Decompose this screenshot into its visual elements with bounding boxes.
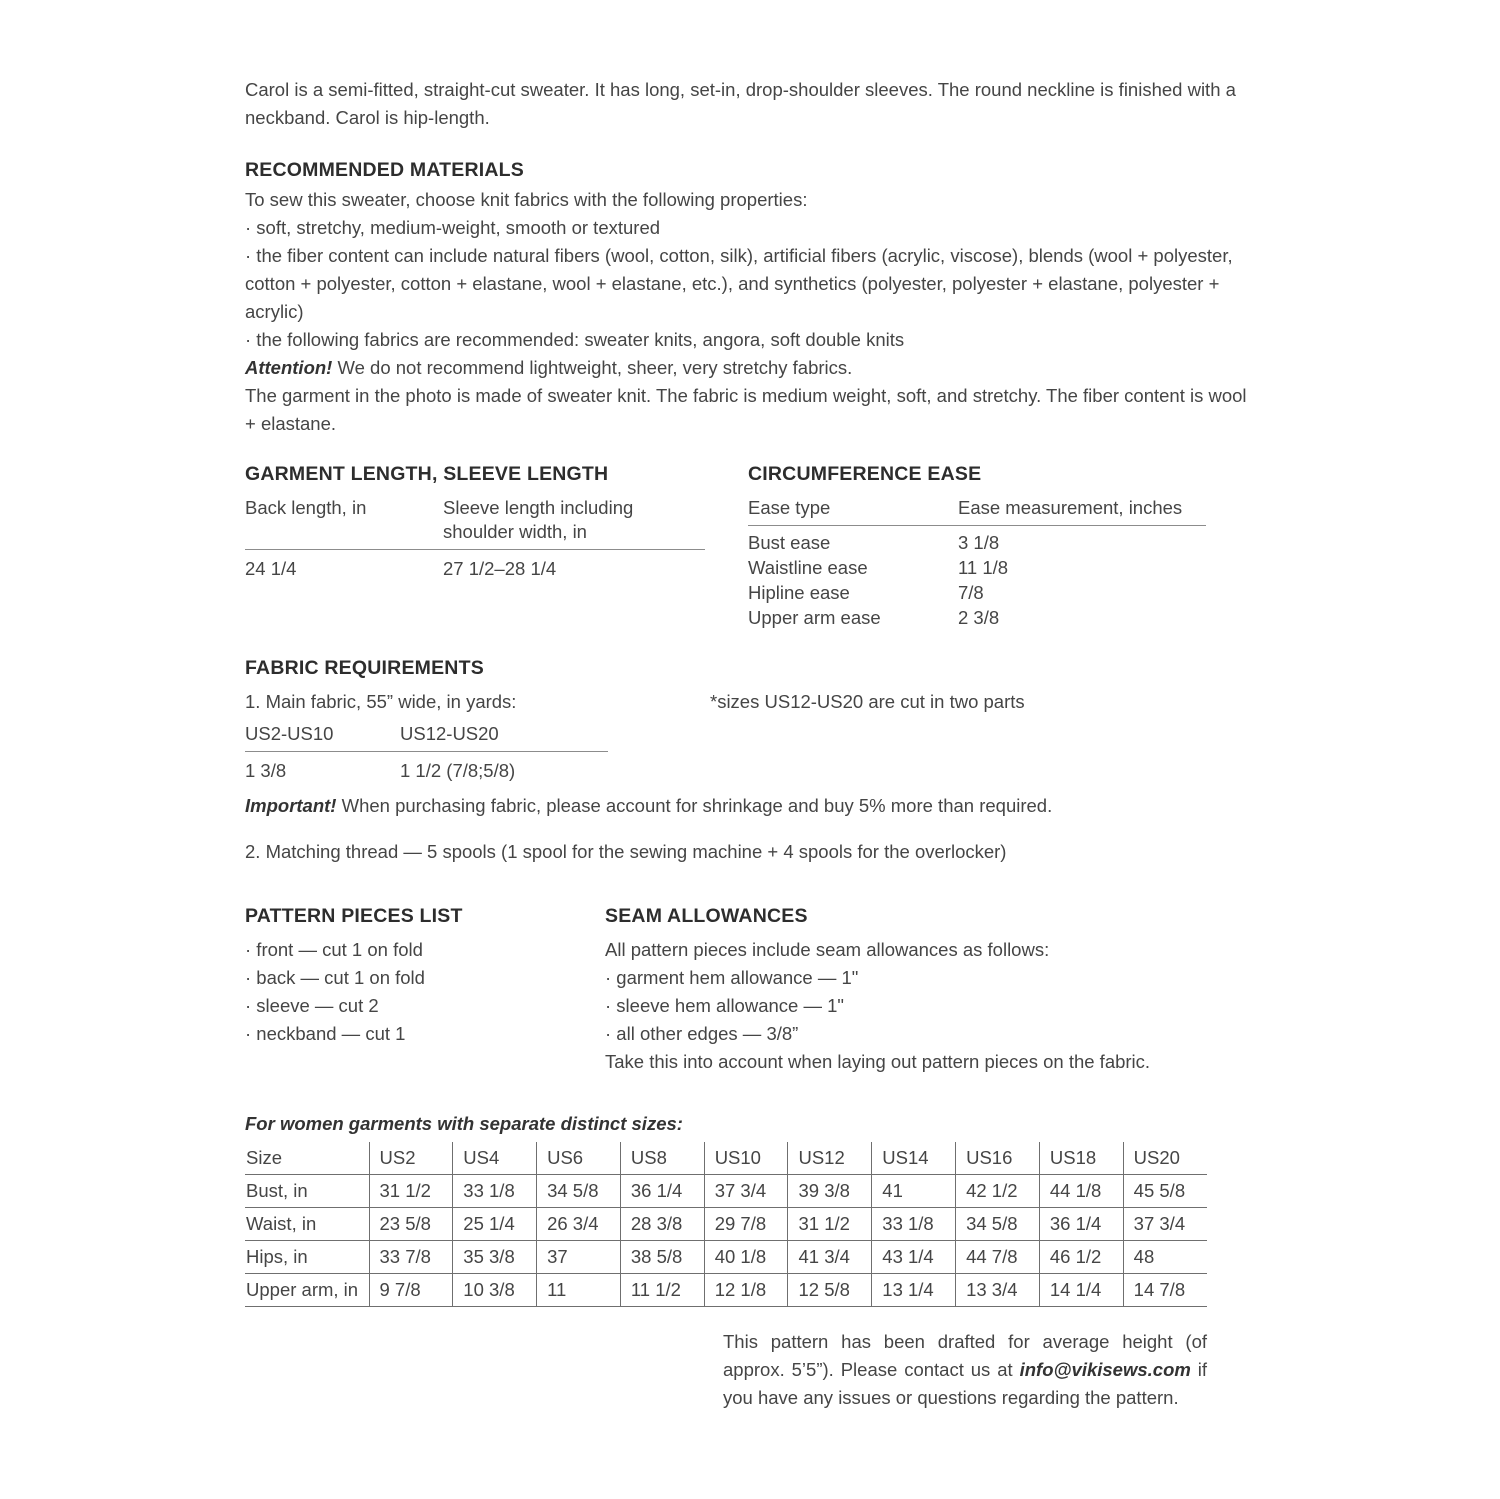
column-header: US12-US20	[400, 723, 499, 744]
contact-email: info@vikisews.com	[1019, 1359, 1191, 1380]
size-cell: 46 1/2	[1039, 1241, 1123, 1274]
table-cell: 3 1/8	[958, 532, 1000, 553]
list-item: · front — cut 1 on fold	[245, 939, 423, 960]
size-column-header: US4	[453, 1142, 537, 1175]
pattern-pieces-section	[245, 904, 585, 1048]
size-cell: 48	[1123, 1241, 1207, 1274]
size-cell: 44 1/8	[1039, 1175, 1123, 1208]
size-row-label: Bust, in	[245, 1175, 369, 1208]
size-cell: 28 3/8	[620, 1208, 704, 1241]
table-row	[245, 1208, 1207, 1241]
materials-photo-note: The garment in the photo is made of sweater knit. The fabric is medium weight, soft, and stretchy. The fiber content is wool + elastane.	[245, 385, 1247, 434]
size-cell: 40 1/8	[704, 1241, 788, 1274]
table-cell: Upper arm ease	[748, 607, 881, 628]
size-cell: 23 5/8	[369, 1208, 453, 1241]
attention-label: Attention!	[245, 357, 333, 378]
size-cell: 9 7/8	[369, 1274, 453, 1307]
size-row-label: Hips, in	[245, 1241, 369, 1274]
size-cell: 33 7/8	[369, 1241, 453, 1274]
size-cell: 37 3/4	[704, 1175, 788, 1208]
size-cell: 37	[537, 1241, 621, 1274]
size-cell: 39 3/8	[788, 1175, 872, 1208]
size-column-header: US14	[872, 1142, 956, 1175]
fabric-heading: FABRIC REQUIREMENTS	[245, 657, 484, 679]
table-row	[245, 1175, 1207, 1208]
table-cell: 11 1/8	[958, 557, 1009, 578]
size-table-head-row	[245, 1142, 1207, 1175]
intro-paragraph: Carol is a semi-fitted, straight-cut sweater. It has long, set-in, drop-shoulder sleeves. The round neckline is finished with a neckband. Carol is hip-length.	[245, 79, 1236, 128]
garment-length-heading: GARMENT LENGTH, SLEEVE LENGTH	[245, 463, 609, 485]
size-cell: 25 1/4	[453, 1208, 537, 1241]
size-cell: 14 1/4	[1039, 1274, 1123, 1307]
size-cell: 29 7/8	[704, 1208, 788, 1241]
size-cell: 11 1/2	[620, 1274, 704, 1307]
pattern-pieces-heading: PATTERN PIECES LIST	[245, 905, 463, 927]
size-row-label: Waist, in	[245, 1208, 369, 1241]
important-note	[245, 792, 1257, 820]
size-cell: 34 5/8	[956, 1208, 1040, 1241]
size-row-label: Upper arm, in	[245, 1274, 369, 1307]
table-row	[748, 530, 1206, 555]
materials-bullet: · the following fabrics are recommended: sweater knits, angora, soft double knits	[245, 329, 905, 350]
size-table-caption: For women garments with separate distinct sizes:	[245, 1113, 683, 1134]
size-cell: 44 7/8	[956, 1241, 1040, 1274]
table-cell: 27 1/2–28 1/4	[443, 558, 557, 579]
table-row	[748, 605, 1206, 630]
size-column-header: US10	[704, 1142, 788, 1175]
seam-allowances-section	[605, 904, 1257, 1076]
list-item: · sleeve hem allowance — 1"	[605, 995, 844, 1016]
size-cell: 36 1/4	[620, 1175, 704, 1208]
size-column-header: US20	[1123, 1142, 1207, 1175]
size-cell: 12 5/8	[788, 1274, 872, 1307]
size-column-header: US16	[956, 1142, 1040, 1175]
garment-length-section	[245, 462, 705, 583]
ease-heading: CIRCUMFERENCE EASE	[748, 463, 982, 485]
list-item: · sleeve — cut 2	[245, 995, 379, 1016]
size-cell: 41 3/4	[788, 1241, 872, 1274]
size-cell: 36 1/4	[1039, 1208, 1123, 1241]
size-cell: 26 3/4	[537, 1208, 621, 1241]
size-table-wrap	[245, 1142, 1207, 1307]
fabric-line1: 1. Main fabric, 55” wide, in yards:	[245, 691, 517, 712]
list-item: · all other edges — 3/8”	[605, 1023, 799, 1044]
table-row	[748, 580, 1206, 605]
circumference-ease-section	[748, 462, 1206, 630]
materials-body	[245, 186, 1257, 438]
footer-text: if you have any issues or questions regarding the pattern.	[723, 1359, 1208, 1408]
size-cell: 13 3/4	[956, 1274, 1040, 1307]
size-cell: 37 3/4	[1123, 1208, 1207, 1241]
table-cell: 1 1/2 (7/8;5/8)	[400, 760, 516, 781]
table-row	[245, 1274, 1207, 1307]
size-cell: 41	[872, 1175, 956, 1208]
materials-bullet: · soft, stretchy, medium-weight, smooth or textured	[245, 217, 661, 238]
materials-attention	[245, 354, 1257, 382]
table-row	[748, 555, 1206, 580]
size-cell: 10 3/8	[453, 1274, 537, 1307]
table-cell: 2 3/8	[958, 607, 1000, 628]
size-cell: 12 1/8	[704, 1274, 788, 1307]
thread-line: 2. Matching thread — 5 spools (1 spool for the sewing machine + 4 spools for the overlocker)	[245, 841, 1007, 862]
table-cell: Hipline ease	[748, 582, 850, 603]
fabric-sizes-note: *sizes US12-US20 are cut in two parts	[710, 691, 1025, 712]
size-cell: 45 5/8	[1123, 1175, 1207, 1208]
column-header: Ease measurement, inches	[958, 497, 1183, 518]
list-item: · back — cut 1 on fold	[245, 967, 425, 988]
size-column-header: US2	[369, 1142, 453, 1175]
fabric-table	[245, 722, 608, 785]
size-column-header: US6	[537, 1142, 621, 1175]
seam-note: Take this into account when laying out pattern pieces on the fabric.	[605, 1051, 1151, 1072]
garment-length-table	[245, 496, 705, 583]
column-header: Ease type	[748, 497, 831, 518]
size-cell: 31 1/2	[369, 1175, 453, 1208]
size-cell: 13 1/4	[872, 1274, 956, 1307]
size-cell: 34 5/8	[537, 1175, 621, 1208]
size-column-header: US12	[788, 1142, 872, 1175]
table-cell: Bust ease	[748, 532, 831, 553]
column-header: US2-US10	[245, 723, 334, 744]
seam-lead: All pattern pieces include seam allowances as follows:	[605, 939, 1050, 960]
size-cell: 35 3/8	[453, 1241, 537, 1274]
size-cell: 33 1/8	[872, 1208, 956, 1241]
table-cell: 1 3/8	[245, 760, 287, 781]
important-label: Important!	[245, 795, 337, 816]
size-cell: 38 5/8	[620, 1241, 704, 1274]
list-item: · garment hem allowance — 1"	[605, 967, 859, 988]
size-cell: 42 1/2	[956, 1175, 1040, 1208]
footer-text: This pattern has been drafted for average height (of approx. 5’5”). Please contact us at	[723, 1331, 1207, 1380]
ease-table	[748, 496, 1206, 630]
attention-text: We do not recommend lightweight, sheer, very stretchy fabrics.	[332, 357, 853, 378]
footer-note	[723, 1328, 1207, 1412]
size-column-header: US8	[620, 1142, 704, 1175]
column-header: Sleeve length including shoulder width, in	[443, 497, 634, 542]
size-table	[245, 1142, 1207, 1307]
size-column-header: US18	[1039, 1142, 1123, 1175]
list-item: · neckband — cut 1	[245, 1023, 406, 1044]
size-cell: 43 1/4	[872, 1241, 956, 1274]
table-row	[245, 1241, 1207, 1274]
important-text: When purchasing fabric, please account for shrinkage and buy 5% more than required.	[336, 795, 1053, 816]
table-cell: Waistline ease	[748, 557, 868, 578]
size-cell: 33 1/8	[453, 1175, 537, 1208]
size-cell: 14 7/8	[1123, 1274, 1207, 1307]
size-cell: 31 1/2	[788, 1208, 872, 1241]
materials-lead: To sew this sweater, choose knit fabrics with the following properties:	[245, 189, 808, 210]
size-cell: 11	[537, 1274, 621, 1307]
materials-bullet: · the fiber content can include natural fibers (wool, cotton, silk), artificial fibers (acrylic, viscose), blends (wool + polyester, cotton + polyester, cotton + elastane, wool + elastane, etc.), and synthetics (polyester, polyester + elastane, polyester + acrylic)	[245, 245, 1233, 322]
size-label-header: Size	[245, 1142, 369, 1175]
materials-heading: RECOMMENDED MATERIALS	[245, 159, 524, 181]
size-table-body	[245, 1175, 1207, 1307]
seam-heading: SEAM ALLOWANCES	[605, 905, 808, 927]
table-cell: 24 1/4	[245, 558, 297, 579]
table-cell: 7/8	[958, 582, 984, 603]
column-header: Back length, in	[245, 497, 367, 518]
